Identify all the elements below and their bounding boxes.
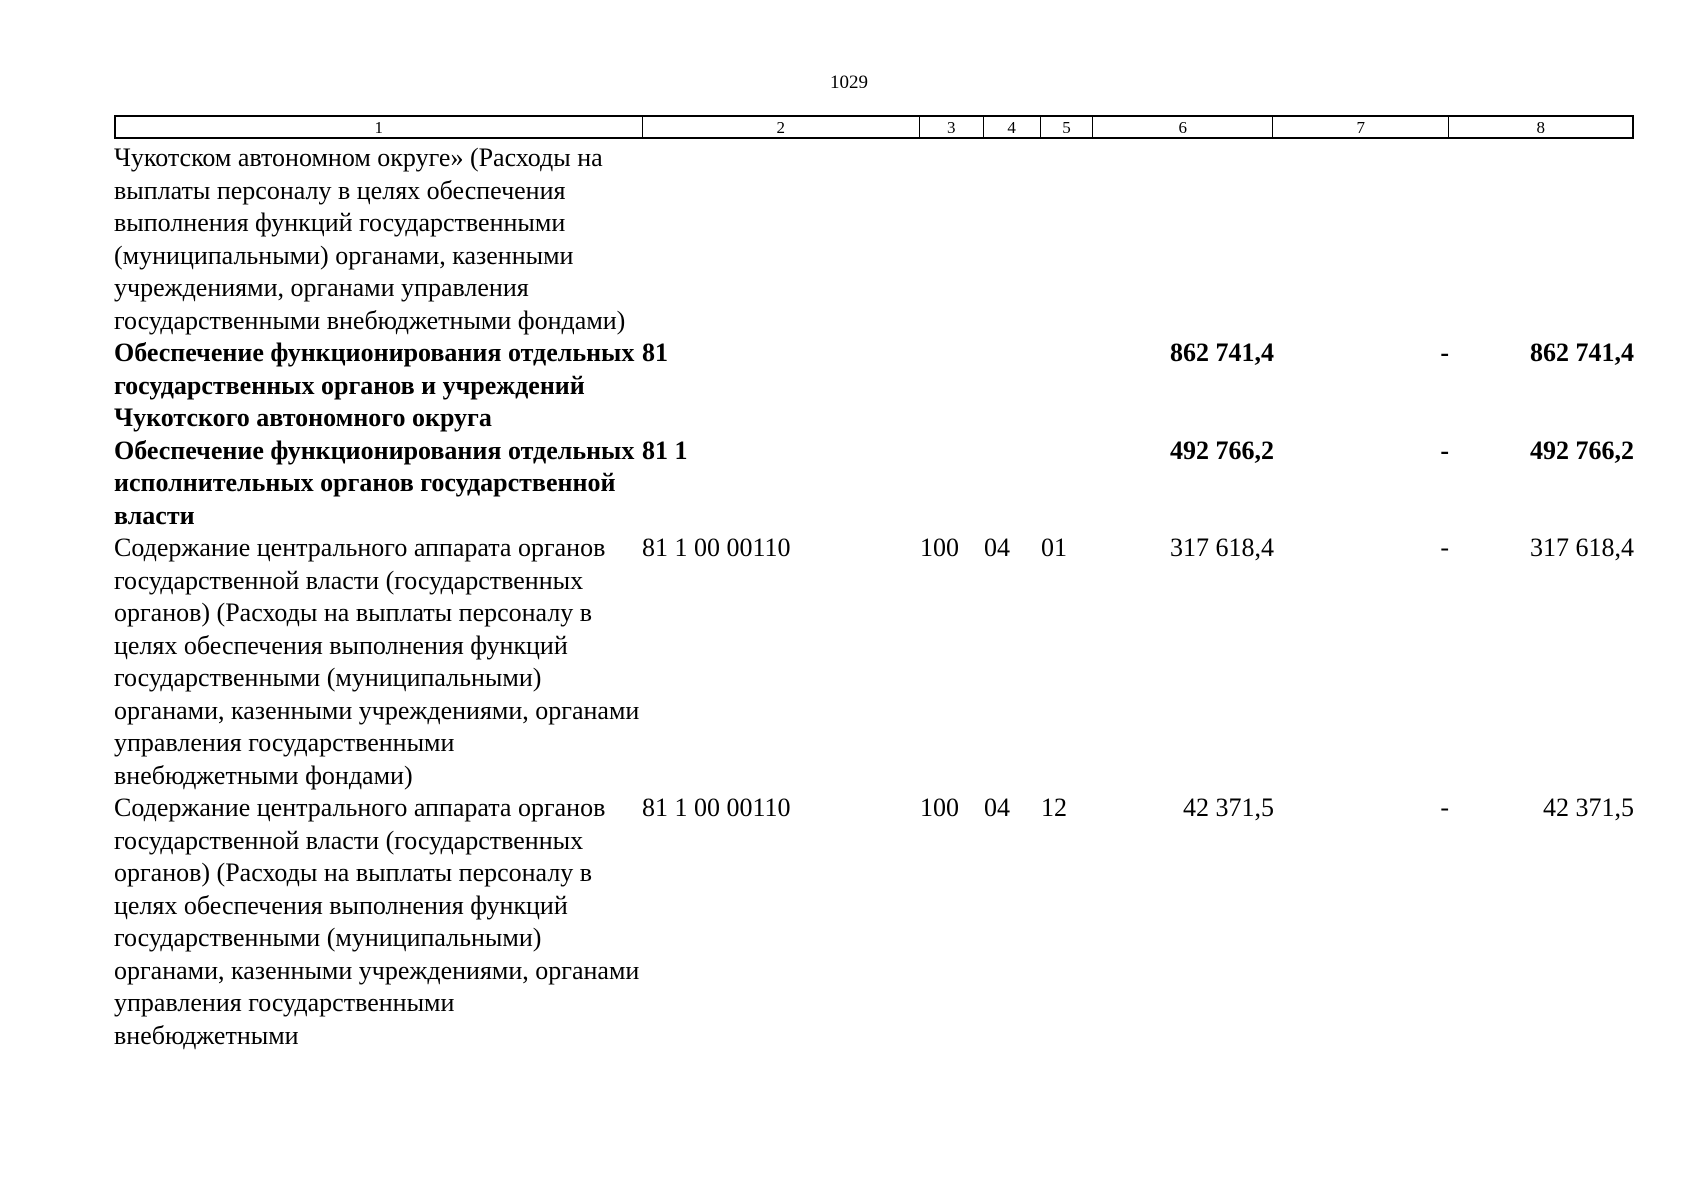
row-col4 [984,337,1041,435]
row-col7: - [1440,533,1449,562]
row-col3 [920,142,984,337]
row-col3: 100 [920,533,959,562]
row-col5: 01 [1041,533,1067,562]
column-header-5: 5 [1041,117,1094,137]
table-row [114,435,1634,533]
row-col5 [1041,435,1094,533]
row-col7: - [1440,338,1449,367]
row-col5 [1041,142,1094,337]
row-code: 81 1 00 00110 [642,533,791,562]
row-name: Чукотском автономном округе» (Расходы на выплаты персоналу в целях обеспечения выполнения функций государственными (муниципальными) органами, казенными учреждениями, органами управления государственными внебюджетными фондами) [114,143,626,335]
table-row [114,337,1634,435]
row-col6: 862 741,4 [1170,338,1274,367]
column-header-8: 8 [1536,118,1545,137]
column-header-1: 1 [116,117,643,137]
row-col3: 100 [920,793,959,822]
row-col4: 04 [984,793,1010,822]
row-col8: 492 766,2 [1530,435,1634,465]
row-name: Содержание центрального аппарата органов государственной власти (государственных органов) (Расходы на выплаты персоналу в целях обеспечения выполнения функций государственными (муниципальными) органами, казенными учреждениями, органами управления государственными внебюджетными [114,793,640,1050]
row-col4 [984,435,1041,533]
column-header-6: 6 [1093,117,1273,137]
row-col8: 42 371,5 [1543,793,1634,822]
row-col6: 492 766,2 [1170,435,1274,465]
row-col5: 12 [1041,793,1067,822]
row-col7 [1274,142,1451,337]
row-code: 81 [642,338,668,367]
row-col6: 317 618,4 [1170,533,1274,562]
table-row [114,792,1634,1052]
row-col8: 317 618,4 [1530,533,1634,562]
column-header-2: 2 [643,117,920,137]
row-col7: - [1440,793,1449,822]
row-col8: 862 741,4 [1530,338,1634,367]
table-row [114,142,1634,337]
table-row [114,532,1634,792]
row-col8 [1451,142,1634,337]
row-name: Обеспечение функционирования отдельных исполнительных органов государственной власти [114,435,635,530]
page-number: 1029 [830,72,868,93]
column-header-4: 4 [984,117,1041,137]
row-col4: 04 [984,533,1010,562]
row-code: 81 1 00 00110 [642,793,791,822]
table-body [114,142,1634,1052]
row-col4 [984,142,1041,337]
row-col3 [920,435,984,533]
row-code: 81 1 [642,435,688,465]
row-col6: 42 371,5 [1183,793,1274,822]
table-header-row [114,115,1634,139]
row-col7: - [1440,435,1449,465]
row-col5 [1041,337,1094,435]
column-header-3: 3 [920,117,984,137]
row-code [642,142,920,337]
row-name: Содержание центрального аппарата органов государственной власти (государственных органов) (Расходы на выплаты персоналу в целях обеспечения выполнения функций государственными (муниципальными) органами, казенными учреждениями, органами управления государственными внебюджетными фондами) [114,533,640,790]
column-header-7: 7 [1273,117,1450,137]
row-col6 [1094,142,1274,337]
row-name: Обеспечение функционирования отдельных государственных органов и учреждений Чукотского автономного округа [114,338,635,432]
row-col3 [920,337,984,435]
